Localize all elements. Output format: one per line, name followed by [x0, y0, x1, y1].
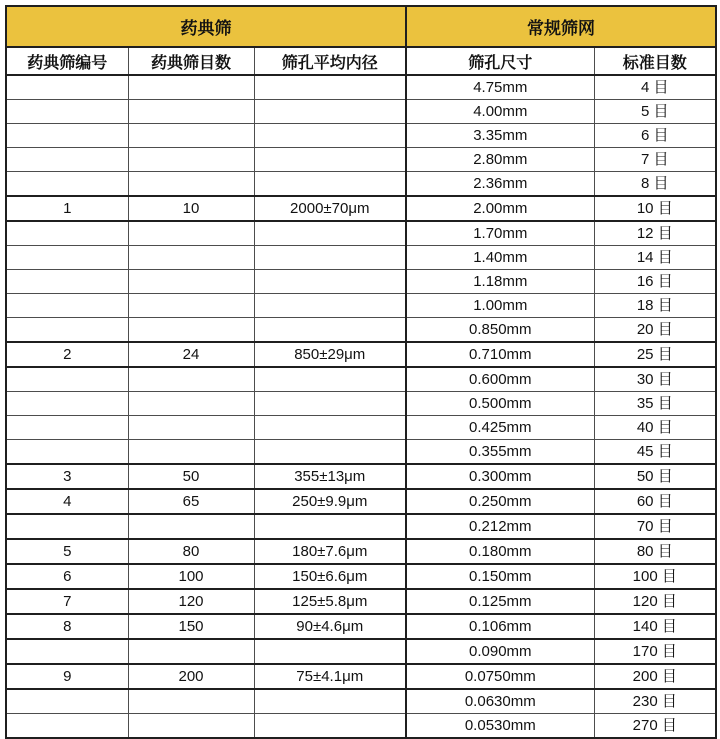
table-cell: 100 目 [594, 564, 716, 589]
table-cell [6, 221, 128, 246]
table-cell: 0.850mm [406, 318, 594, 343]
table-cell [254, 100, 406, 124]
table-cell [254, 75, 406, 100]
table-cell [128, 367, 254, 392]
table-cell: 180±7.6μm [254, 539, 406, 564]
table-cell [254, 416, 406, 440]
table-cell [6, 270, 128, 294]
table-cell [6, 172, 128, 197]
table-cell: 200 目 [594, 664, 716, 689]
table-cell: 0.125mm [406, 589, 594, 614]
table-row [6, 464, 716, 489]
table-cell [254, 172, 406, 197]
table-cell: 2.36mm [406, 172, 594, 197]
table-cell: 120 目 [594, 589, 716, 614]
table-row [6, 664, 716, 689]
table-cell: 7 [6, 589, 128, 614]
table-row [6, 416, 716, 440]
table-row [6, 392, 716, 416]
table-row [6, 318, 716, 343]
table-cell: 0.300mm [406, 464, 594, 489]
table-row [6, 246, 716, 270]
table-cell [254, 148, 406, 172]
table-cell [6, 416, 128, 440]
table-cell [6, 514, 128, 539]
table-cell: 1.18mm [406, 270, 594, 294]
table-cell: 40 目 [594, 416, 716, 440]
table-cell: 0.710mm [406, 342, 594, 367]
table-cell [128, 440, 254, 465]
table-cell: 4.00mm [406, 100, 594, 124]
table-cell: 150±6.6μm [254, 564, 406, 589]
table-cell: 250±9.9μm [254, 489, 406, 514]
table-cell [128, 514, 254, 539]
table-cell [128, 270, 254, 294]
table-cell [128, 714, 254, 739]
table-cell [6, 367, 128, 392]
table-cell: 4 目 [594, 75, 716, 100]
table-cell: 50 目 [594, 464, 716, 489]
table-cell: 24 [128, 342, 254, 367]
table-cell: 0.180mm [406, 539, 594, 564]
table-cell: 65 [128, 489, 254, 514]
table-cell [254, 124, 406, 148]
table-row [6, 221, 716, 246]
table-cell: 0.500mm [406, 392, 594, 416]
table-cell: 8 [6, 614, 128, 639]
table-cell: 200 [128, 664, 254, 689]
table-cell: 25 目 [594, 342, 716, 367]
table-cell: 850±29μm [254, 342, 406, 367]
header-group-pharmacopoeia-sieve: 药典筛 [6, 6, 406, 47]
table-cell: 7 目 [594, 148, 716, 172]
table-cell [254, 639, 406, 664]
table-row [6, 270, 716, 294]
table-cell [254, 270, 406, 294]
table-row [6, 514, 716, 539]
table-group-header-row [6, 6, 716, 47]
table-cell: 270 目 [594, 714, 716, 739]
table-cell: 355±13μm [254, 464, 406, 489]
table-cell [6, 148, 128, 172]
table-row [6, 196, 716, 221]
table-cell: 0.090mm [406, 639, 594, 664]
table-cell [254, 367, 406, 392]
table-cell [254, 714, 406, 739]
table-cell: 5 [6, 539, 128, 564]
table-cell: 4 [6, 489, 128, 514]
table-cell [128, 294, 254, 318]
table-cell: 30 目 [594, 367, 716, 392]
table-row [6, 589, 716, 614]
table-cell [254, 246, 406, 270]
table-cell: 100 [128, 564, 254, 589]
table-cell [6, 124, 128, 148]
table-row [6, 539, 716, 564]
table-cell: 140 目 [594, 614, 716, 639]
table-cell: 2000±70μm [254, 196, 406, 221]
header-group-standard-mesh: 常规筛网 [406, 6, 716, 47]
table-cell: 18 目 [594, 294, 716, 318]
table-cell: 2.00mm [406, 196, 594, 221]
table-cell: 3.35mm [406, 124, 594, 148]
table-cell: 0.0630mm [406, 689, 594, 714]
table-cell: 1.70mm [406, 221, 594, 246]
table-cell: 150 [128, 614, 254, 639]
table-cell: 75±4.1μm [254, 664, 406, 689]
table-cell: 0.425mm [406, 416, 594, 440]
table-cell [128, 392, 254, 416]
table-cell [254, 294, 406, 318]
table-cell: 20 目 [594, 318, 716, 343]
table-cell [254, 440, 406, 465]
table-cell [6, 392, 128, 416]
table-cell: 35 目 [594, 392, 716, 416]
table-cell: 45 目 [594, 440, 716, 465]
table-cell [128, 75, 254, 100]
table-cell: 0.600mm [406, 367, 594, 392]
table-cell: 0.0530mm [406, 714, 594, 739]
table-cell: 0.0750mm [406, 664, 594, 689]
table-cell: 14 目 [594, 246, 716, 270]
table-row [6, 564, 716, 589]
table-cell: 4.75mm [406, 75, 594, 100]
table-cell [254, 689, 406, 714]
table-cell [128, 100, 254, 124]
table-row [6, 614, 716, 639]
table-cell: 60 目 [594, 489, 716, 514]
table-cell: 10 目 [594, 196, 716, 221]
table-cell [6, 100, 128, 124]
table-cell [128, 639, 254, 664]
sieve-comparison-table [5, 5, 717, 739]
table-cell: 50 [128, 464, 254, 489]
table-cell [128, 689, 254, 714]
table-cell: 9 [6, 664, 128, 689]
table-cell: 90±4.6μm [254, 614, 406, 639]
table-cell [128, 318, 254, 343]
table-cell: 170 目 [594, 639, 716, 664]
table-cell [128, 221, 254, 246]
table-cell: 8 目 [594, 172, 716, 197]
table-cell [254, 318, 406, 343]
table-cell: 230 目 [594, 689, 716, 714]
table-cell [128, 148, 254, 172]
table-cell: 125±5.8μm [254, 589, 406, 614]
table-row [6, 714, 716, 739]
table-cell: 1 [6, 196, 128, 221]
table-row [6, 689, 716, 714]
table-row [6, 124, 716, 148]
table-cell [6, 440, 128, 465]
table-cell [6, 714, 128, 739]
table-cell: 16 目 [594, 270, 716, 294]
table-cell: 3 [6, 464, 128, 489]
table-cell: 80 [128, 539, 254, 564]
table-row [6, 639, 716, 664]
table-cell: 1.00mm [406, 294, 594, 318]
column-header-average-aperture: 筛孔平均内径 [254, 47, 406, 75]
table-row [6, 100, 716, 124]
table-cell [128, 172, 254, 197]
table-cell: 0.250mm [406, 489, 594, 514]
table-cell: 10 [128, 196, 254, 221]
table-cell [254, 221, 406, 246]
table-cell: 0.355mm [406, 440, 594, 465]
column-header-standard-mesh: 标准目数 [594, 47, 716, 75]
table-cell [6, 75, 128, 100]
table-cell [128, 416, 254, 440]
table-cell: 70 目 [594, 514, 716, 539]
table-row [6, 342, 716, 367]
table-cell: 12 目 [594, 221, 716, 246]
table-cell: 120 [128, 589, 254, 614]
table-cell: 6 目 [594, 124, 716, 148]
column-header-sieve-mesh: 药典筛目数 [128, 47, 254, 75]
table-row [6, 489, 716, 514]
table-cell [254, 514, 406, 539]
column-header-aperture-size: 筛孔尺寸 [406, 47, 594, 75]
table-cell: 2.80mm [406, 148, 594, 172]
table-cell: 80 目 [594, 539, 716, 564]
column-header-sieve-number: 药典筛编号 [6, 47, 128, 75]
table-row [6, 75, 716, 100]
table-cell: 5 目 [594, 100, 716, 124]
table-body [6, 75, 716, 738]
table-cell [254, 392, 406, 416]
table-cell: 2 [6, 342, 128, 367]
table-cell [128, 246, 254, 270]
table-row [6, 440, 716, 465]
table-cell: 0.150mm [406, 564, 594, 589]
table-cell [6, 246, 128, 270]
table-cell: 6 [6, 564, 128, 589]
table-row [6, 148, 716, 172]
table-column-header-row [6, 47, 716, 75]
table-cell [6, 294, 128, 318]
table-row [6, 367, 716, 392]
table-row [6, 294, 716, 318]
table-cell [6, 318, 128, 343]
table-cell [6, 639, 128, 664]
table-cell: 1.40mm [406, 246, 594, 270]
table-cell: 0.212mm [406, 514, 594, 539]
table-cell: 0.106mm [406, 614, 594, 639]
table-cell [6, 689, 128, 714]
table-cell [128, 124, 254, 148]
table-row [6, 172, 716, 197]
